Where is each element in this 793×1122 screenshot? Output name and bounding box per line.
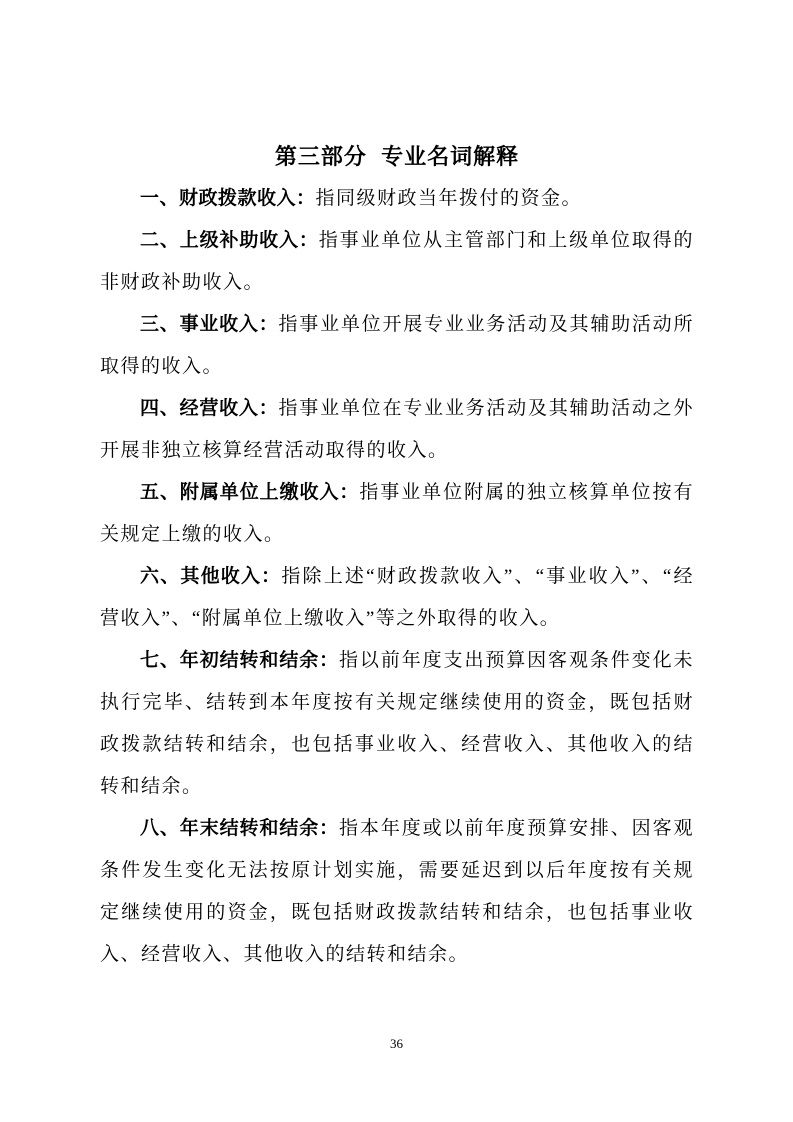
term-label: 八、年末结转和结余：: [140, 818, 340, 839]
term-definition: 指事业单位附属的独立核算单位按有关规定上缴的收入。: [100, 482, 694, 545]
term-label: 一、财政拨款收入：: [140, 188, 316, 209]
term-definition: 指本年度或以前年度预算安排、因客观条件发生变化无法按原计划实施，需要延迟到以后年度按有关规定继续使用的资金，既包括财政拨款结转和结余，也包括事业收入、经营收入、其他收入的结转和结余。: [100, 818, 694, 965]
term-label: 五、附属单位上缴收入：: [140, 482, 360, 503]
definition-paragraph: [100, 388, 694, 472]
definition-paragraph: [100, 472, 694, 556]
term-label: 四、经营收入：: [140, 398, 279, 419]
document-content: [100, 136, 694, 976]
term-definition: 指以前年度支出预算因客观条件变化未执行完毕、结转到本年度按有关规定继续使用的资金，既包括财政拨款结转和结余，也包括事业收入、经营收入、其他收入的结转和结余。: [100, 650, 694, 797]
definition-paragraph: [100, 220, 694, 304]
term-definition: 指事业单位从主管部门和上级单位取得的非财政补助收入。: [100, 230, 694, 293]
term-definition: 指除上述“财政拨款收入”、“事业收入”、“经营收入”、“附属单位上缴收入”等之外取得的收入。: [100, 566, 694, 629]
definition-paragraph: [100, 178, 694, 220]
page-title: 第三部分 专业名词解释: [274, 144, 520, 169]
term-definition: 指同级财政当年拨付的资金。: [315, 188, 583, 209]
definition-paragraph: [100, 304, 694, 388]
term-label: 七、年初结转和结余：: [140, 650, 340, 671]
term-definition: 指事业单位在专业业务活动及其辅助活动之外开展非独立核算经营活动取得的收入。: [100, 398, 694, 461]
definition-paragraph: [100, 808, 694, 976]
definition-paragraph: [100, 640, 694, 808]
term-label: 六、其他收入：: [140, 566, 282, 587]
term-label: 二、上级补助收入：: [140, 230, 319, 251]
term-label: 三、事业收入：: [140, 314, 279, 335]
term-definition: 指事业单位开展专业业务活动及其辅助活动所取得的收入。: [100, 314, 694, 377]
page-number: 36: [390, 1036, 403, 1051]
definition-paragraph: [100, 556, 694, 640]
